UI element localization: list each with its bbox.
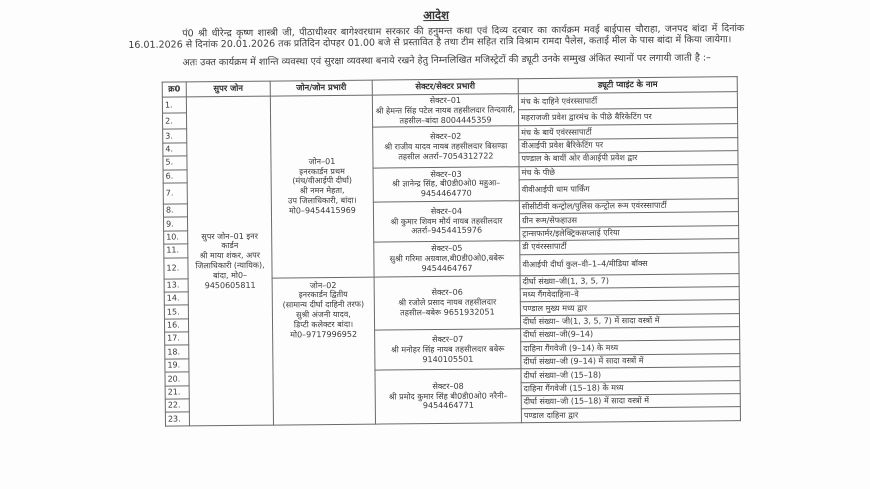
serial-cell: 9. — [163, 217, 187, 231]
serial-cell: 11. — [164, 244, 188, 258]
duty-point-cell: वीवीआईपी धाम पार्किंग — [519, 178, 738, 201]
duty-point-cell: ग्रीन रूम/सेफहाउस — [519, 212, 738, 227]
serial-cell: 3. — [163, 129, 187, 143]
sector-7-cell: सेक्टर–07 श्री मनोहर सिंह नायब तहसीलदार बबेरू 9140105501 — [375, 329, 521, 371]
serial-cell: 22. — [165, 399, 189, 413]
serial-cell: 12. — [164, 257, 188, 278]
zone-1-cell: जोन–01 इनरकार्डन प्रथम (मंच/वीआईपी दीर्घा) श्री नमन मेहता, उप जिलाधिकारी, बांदा। मो0–9454415969 — [270, 95, 374, 277]
header-zone: जोन/जोन प्रभारी — [270, 80, 372, 96]
super-zone-cell: सुपर जोन–01 इनर कार्डन श्री माया शंकर, अपर जिलाधिकारी (न्यायिक), बांदा, मो0–9450605811 — [186, 96, 273, 426]
duty-point-cell: वीआईपी दीर्घा कुल–वी–1–4/मीडिया बॉक्स — [520, 252, 739, 275]
sector-4-cell: सेक्टर–04 श्री कुमार शिवम मौर्य नायब तहसीलदार अतर्रा–9454415976 — [373, 201, 519, 243]
duty-point-cell: महराजजी प्रवेश द्वारमंच के पीछे बैरिकेटिंग पर — [518, 108, 737, 126]
duty-point-cell: मंच के दाहिने एवंरस्सापार्टी — [518, 92, 737, 110]
scanned-order-document — [128, 5, 748, 427]
serial-cell: 7. — [163, 183, 187, 204]
serial-cell: 21. — [165, 386, 189, 400]
duty-point-cell: दीर्घा संख्या–जी (15–18) में सादा वस्त्रों में — [521, 394, 740, 409]
duty-point-cell: दीर्घा संख्या–जी(1, 3, 5, 7) — [520, 273, 739, 288]
header-duty-point: ड्यूटी प्वाइंट के नाम — [518, 77, 737, 94]
sector-5-cell: सेक्टर–05 सुश्री गरिमा अग्रवाल,बी0डी0ओ0,बबेरू 9454464767 — [374, 241, 520, 277]
duty-point-cell: मध्य गैंगवेदाहिना–वे — [520, 287, 739, 302]
serial-cell: 6. — [163, 169, 187, 183]
serial-cell: 18. — [165, 345, 189, 359]
serial-cell: 20. — [165, 372, 189, 386]
duty-point-cell: डी एवंरस्सापार्टी — [520, 239, 739, 254]
serial-cell: 14. — [164, 292, 188, 306]
order-paragraph-1: पं0 श्री धीरेन्द्र कृष्ण शास्त्री जी, पीठाधीश्वर बागेश्वरधाम सरकार की हनुमन्त कथा एवं दिव्य दरबार का कार्यक्रम मवई बाईपास चौराहा, जनपद बांदा में दिनांक 16.01.2026 से दिनांक 20.01.2026 तक प्रतिदिन दोपहर 01.00 बजे से प्रस्तावित है तथा टीम सहित रात्रि विश्राम रामदा पैलेस, कताई मील के पास बांदा में किया जायेगा। — [128, 23, 745, 51]
duty-point-cell: मंच के बायें एवंरस्सापार्टी — [519, 124, 738, 139]
duty-point-cell: दाहिना गैंगवेजी (15–18) के मध्य — [521, 380, 740, 395]
duty-point-cell: वीआईपी प्रवेश बैरिकेटिंग पर — [519, 137, 738, 152]
serial-cell: 16. — [164, 319, 188, 333]
duty-point-cell: दीर्घा संख्या– जी(1, 3, 5, 7) में सादा वस्त्रों में — [520, 313, 739, 328]
serial-cell: 23. — [165, 412, 189, 426]
serial-cell: 13. — [164, 278, 188, 292]
duty-point-cell: दीर्घा संख्या–जी (15–18) — [521, 367, 740, 382]
serial-cell: 2. — [162, 113, 186, 129]
serial-cell: 10. — [164, 231, 188, 245]
header-serial: क्र0 — [162, 82, 186, 97]
sector-8-cell: सेक्टर–08 श्री प्रमोद कुमार सिंह बी0डी0ओ0 नरैनी– 9454464771 — [375, 369, 522, 424]
duty-point-cell: दीर्घा संख्या–जी (9–14) में सादा वस्त्रों में — [521, 353, 740, 368]
duty-assignment-table — [162, 76, 741, 426]
duty-point-cell: ट्रान्सफार्मर/इलेक्ट्रिकसप्लाई एरिया — [520, 225, 739, 240]
duty-point-cell: मंच के पीछे — [519, 164, 738, 179]
serial-cell: 1. — [162, 97, 186, 113]
header-sector: सेक्टर/सेक्टर प्रभारी — [372, 79, 518, 95]
sector-1-cell: सेक्टर–01 श्री हेमन्त सिंह पटेल नायब तहसीलदार तिन्दवारी, तहसील–बांदा 8004445359 — [372, 94, 518, 128]
zone-2-cell: जोन–02 इनरकार्डन द्वितीय (सामान्य दीर्घा दाहिनी तरफ) सुश्री अंजनी यादव, डिप्टी कलेक्टर बांदा। मो0–9717996952 — [272, 277, 375, 425]
order-title: आदेश — [423, 7, 449, 23]
duty-point-cell: सीसीटीवी कन्ट्रोल/पुलिस कन्ट्रोल रूम एवंरस्सापार्टी — [519, 199, 738, 214]
serial-cell: 8. — [163, 204, 187, 218]
header-super-zone: सुपर जोन — [186, 81, 270, 97]
serial-cell: 5. — [163, 156, 187, 170]
sector-6-cell: सेक्टर–06 श्री रजोले प्रसाद नायब तहसीलदार तहसील–बबेरू 9651932051 — [374, 275, 521, 330]
duty-table-container — [162, 76, 748, 426]
duty-point-cell: पण्डाल दाहिना द्वार — [521, 407, 740, 422]
order-paragraph-2: अतः उक्त कार्यक्रम में शान्ति व्यवस्था एवं सुरक्षा व्यवस्था बनाये रखने हेतु निम्नलिखित मजिस्ट्रेटों की ड्यूटी उनके सम्मुख अंकित स्थानों पर लगायी जाती है :– — [182, 52, 711, 69]
serial-cell: 4. — [163, 143, 187, 157]
serial-cell: 15. — [164, 305, 188, 319]
duty-point-cell: दाहिना गैंगवेजी (9–14) के मध्य — [521, 340, 740, 355]
duty-point-cell: पण्डाल मुख्य मध्य द्वार — [520, 300, 739, 315]
sector-2-cell: सेक्टर–02 श्री राजीव यादव नायब तहसीलदार बिसण्डा तहसील अतर्रा–7054312722 — [373, 126, 519, 168]
duty-point-cell: पण्डाल के बायीं ओर वीआईपी प्रवेश द्वार — [519, 151, 738, 166]
sector-3-cell: सेक्टर–03 श्री ज्ञानेन्द्र सिंह, बी0डी0ओ0 महुआ–9454464770 — [373, 166, 519, 202]
duty-point-cell: दीर्घा संख्या–जी(9–14) — [521, 327, 740, 342]
serial-cell: 17. — [165, 332, 189, 346]
serial-cell: 19. — [165, 359, 189, 373]
